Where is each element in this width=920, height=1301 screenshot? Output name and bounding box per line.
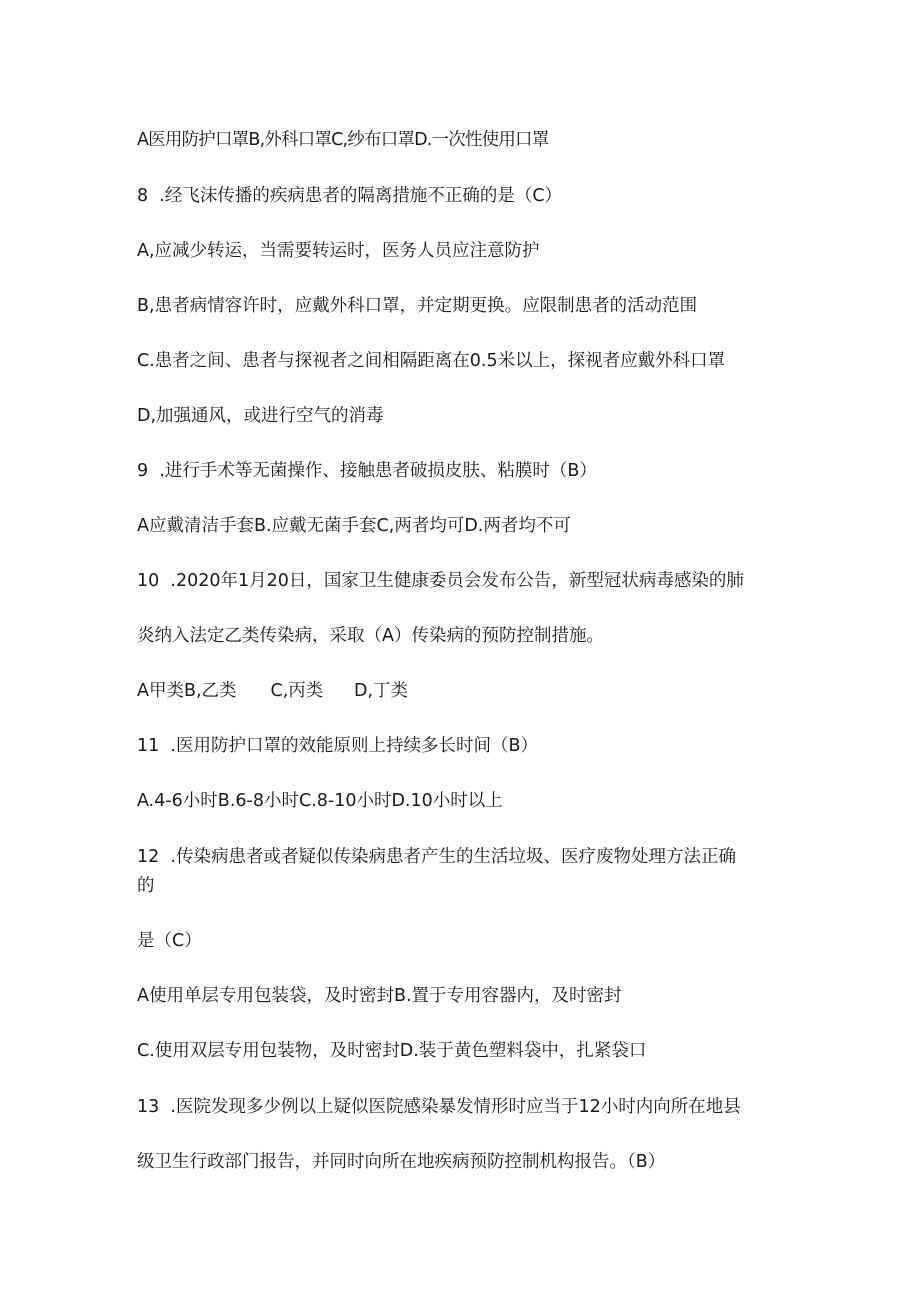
answer-options-q11: A.4-6小时B.6-8小时C.8-10小时D.10小时以上 (137, 791, 503, 811)
question-12-line-2: 的 (137, 876, 155, 896)
option-8d: D,加强通风，或进行空气的消毒 (137, 406, 384, 426)
option-12ab: A使用单层专用包装袋，及时密封B.置于专用容器内，及时密封 (137, 986, 622, 1006)
question-9: 9 .进行手术等无菌操作、接触患者破损皮肤、粘膜时（B） (137, 461, 597, 481)
question-10-line-2: 炎纳入法定乙类传染病，采取（A）传染病的预防控制措施。 (137, 626, 604, 646)
answer-options-q7: A医用防护口罩B,外科口罩C,纱布口罩D.一次性使用口罩 (137, 130, 549, 150)
question-11: 11 .医用防护口罩的效能原则上持续多长时间（B） (137, 736, 538, 756)
question-8: 8 .经飞沫传播的疾病患者的隔离措施不正确的是（C） (137, 186, 563, 206)
option-12cd: C.使用双层专用包装物，及时密封D.装于黄色塑料袋中，扎紧袋口 (137, 1041, 647, 1061)
question-13-line-2: 级卫生行政部门报告，并同时向所在地疾病预防控制机构报告。（B） (137, 1152, 666, 1172)
question-12-line-3: 是（C） (137, 931, 202, 951)
answer-options-q10: A甲类B,乙类 C,丙类 D,丁类 (137, 681, 408, 701)
question-10-line-1: 10 .2020年1月20日，国家卫生健康委员会发布公告，新型冠状病毒感染的肺 (137, 571, 744, 591)
question-13-line-1: 13 .医院发现多少例以上疑似医院感染暴发情形时应当于12小时内向所在地县 (137, 1097, 741, 1117)
option-8c: C.患者之间、患者与探视者之间相隔距离在0.5米以上，探视者应戴外科口罩 (137, 351, 726, 371)
question-12-line-1: 12 .传染病患者或者疑似传染病患者产生的生活垃圾、医疗废物处理方法正确 (137, 847, 736, 867)
option-8b: B,患者病情容许时，应戴外科口罩，并定期更换。应限制患者的活动范围 (137, 296, 698, 316)
option-8a: A,应减少转运，当需要转运时，医务人员应注意防护 (137, 241, 540, 261)
answer-options-q9: A应戴清洁手套B.应戴无菌手套C,两者均可D.两者均不可 (137, 516, 571, 536)
